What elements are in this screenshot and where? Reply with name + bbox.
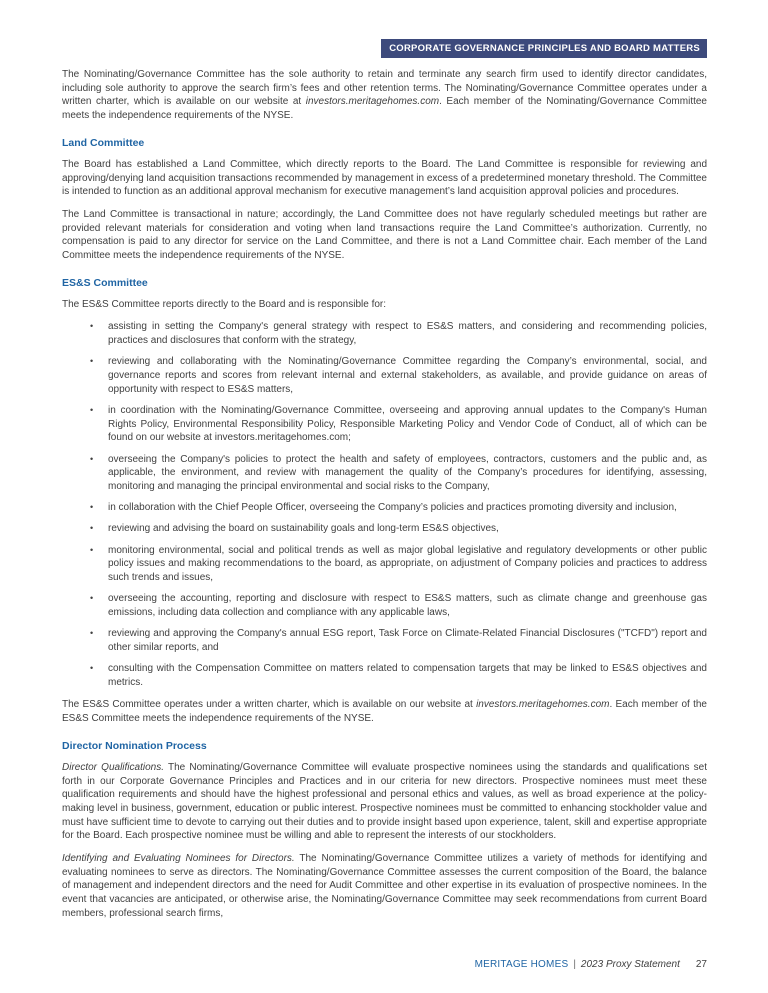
ess-bullet-4: • overseeing the Company's policies to protect the health and safety of employees, contractors, customers and the public and, as applicable, the environment, and review with management the quality of the Company’s procedures for identifying, assessing, monitoring and managing the principal environmental and social risks to the Company,: [108, 453, 707, 494]
ess-bullet-7: • monitoring environmental, social and political trends as well as major global legislative and regulatory developments or other public policy issues and making recommendations to the board, as appropriate, on adjustment of Company policies and practices to address such trends and issues,: [108, 544, 707, 585]
website-url-text: investors.meritagehomes.com: [305, 96, 440, 108]
ess-bullet-2: • reviewing and collaborating with the Nominating/Governance Committee regarding the Company’s environmental, social, and governance reports and scores from relevant internal and external stakeholders, as available, and provide guidance on areas of opportunity with respect to ES&S matters,: [108, 355, 707, 396]
ess-bullet-list: [62, 320, 707, 689]
ess-closing-paragraph: [62, 698, 707, 725]
intro-paragraph: [62, 68, 707, 123]
ess-bullet-8: • overseeing the accounting, reporting and disclosure with respect to ES&S matters, such as climate change and greenhouse gas emissions, including data collection and compliance with any applicable laws,: [108, 592, 707, 619]
footer-page-number: 27: [695, 959, 707, 970]
website-url-text: investors.meritagehomes.com: [476, 699, 610, 711]
paragraph-body: The Nominating/Governance Committee will evaluate prospective nominees using the standards and qualifications set forth in our Corporate Governance Principles and Practices and in our criteria for new directors. Prospective nominees must meet these qualification requirements and should have the highest professional and personal ethics and values, as well as broad experience at the policy-making level in business, government, education or public interest. Prospective nominees must be committed to enhancing stockholder value and must have sufficient time to devote to carrying out their duties and to provide insight based upon experience, talent, skill and expertise appropriate for the Board. Each prospective nominee must be willing and able to represent the interests of our stockholders.: [62, 761, 708, 842]
intro-text-after: . Each member of the Nominating/Governance Committee meets the independence requirements of the NYSE.: [62, 96, 707, 122]
paragraph-lead-in: Director Qualifications.: [62, 761, 164, 773]
ess-bullet-5: • in collaboration with the Chief People Officer, overseeing the Company’s policies and practices promoting diversity and inclusion,: [108, 501, 707, 515]
land-paragraph-1: The Board has established a Land Committee, which directly reports to the Board. The Land Committee is responsible for reviewing and approving/denying land acquisition transactions recommended by management in excess of a predetermined monetary threshold. The Committee is intended to function as an additional approval mechanism for executive management’s land acquisition approval policies and procedures.: [62, 158, 707, 198]
page-footer: [475, 959, 707, 970]
page-content: [62, 68, 707, 921]
heading-director-nomination-process: Director Nomination Process: [62, 739, 207, 752]
paragraph-body: The Nominating/Governance Committee utilizes a variety of methods for identifying and evaluating nominees to serve as directors. The Nominating/Governance Committee assesses the current composition of the Board, the balance of management and independent directors and the need for Audit Committee and other expertise in its evaluation of prospective nominees. In the event that vacancies are anticipated, or otherwise arise, the Nominating/Governance Committee may seek recommendations from current Board members, professional search firms,: [62, 853, 707, 919]
ess-bullet-10: • consulting with the Compensation Committee on matters related to compensation targets that may be linked to ES&S objectives and metrics.: [108, 662, 707, 689]
ess-bullet-9: • reviewing and approving the Company's annual ESG report, Task Force on Climate-Related Financial Disclosures ("TCFD") report and other similar reports, and: [108, 627, 707, 654]
heading-land-committee: Land Committee: [62, 136, 145, 149]
ess-bullet-1: • assisting in setting the Company's general strategy with respect to ES&S matters, and considering and recommending policies, practices and disclosures that conform with the strategy,: [108, 320, 707, 347]
intro-text-before: The Nominating/Governance Committee has the sole authority to retain and terminate any search firm used to identify director candidates, including sole authority to approve the search firm’s fees and other retention terms. The Nominating/Governance Committee operates under a written charter, which is available on our website at: [62, 69, 707, 108]
ess-closing-before: The ES&S Committee operates under a written charter, which is available on our website at: [62, 699, 477, 711]
ess-bullet-3: • in coordination with the Nominating/Governance Committee, overseeing and approving annual updates to the Company's Human Rights Policy, Environmental Responsibility Policy, Responsible Marketing Policy and Vendor Code of Conduct, all of which can be found on our website at investors.meritagehomes.com;: [108, 404, 707, 445]
ess-bullet-6: • reviewing and advising the board on sustainability goals and long-term ES&S objectives,: [108, 522, 707, 536]
land-paragraph-2: The Land Committee is transactional in nature; accordingly, the Land Committee does not have regularly scheduled meetings but rather are provided relevant materials for consideration and voting when land transactions require the Land Committee’s authorization. Currently, no compensation is paid to any director for service on the Land Committee, and there is not a Land Committee chair. Each member of the Land Committee meets the independence requirements of the NYSE.: [62, 208, 707, 262]
ess-closing-after: . Each member of the ES&S Committee meets the independence requirements of the NYSE.: [62, 699, 707, 725]
director-qualifications-paragraph: [62, 761, 707, 843]
banner-row: [62, 38, 707, 58]
footer-separator: |: [573, 959, 576, 970]
footer-brand: MERITAGE HOMES: [474, 959, 569, 970]
paragraph-lead-in: Identifying and Evaluating Nominees for Directors.: [62, 853, 295, 865]
footer-doc-title: 2023 Proxy Statement: [580, 959, 680, 970]
ess-lead-paragraph: The ES&S Committee reports directly to the Board and is responsible for:: [62, 298, 387, 310]
section-banner: CORPORATE GOVERNANCE PRINCIPLES AND BOARD MATTERS: [381, 39, 707, 58]
heading-ess-committee: ES&S Committee: [62, 276, 148, 289]
identifying-nominees-paragraph: [62, 852, 707, 921]
